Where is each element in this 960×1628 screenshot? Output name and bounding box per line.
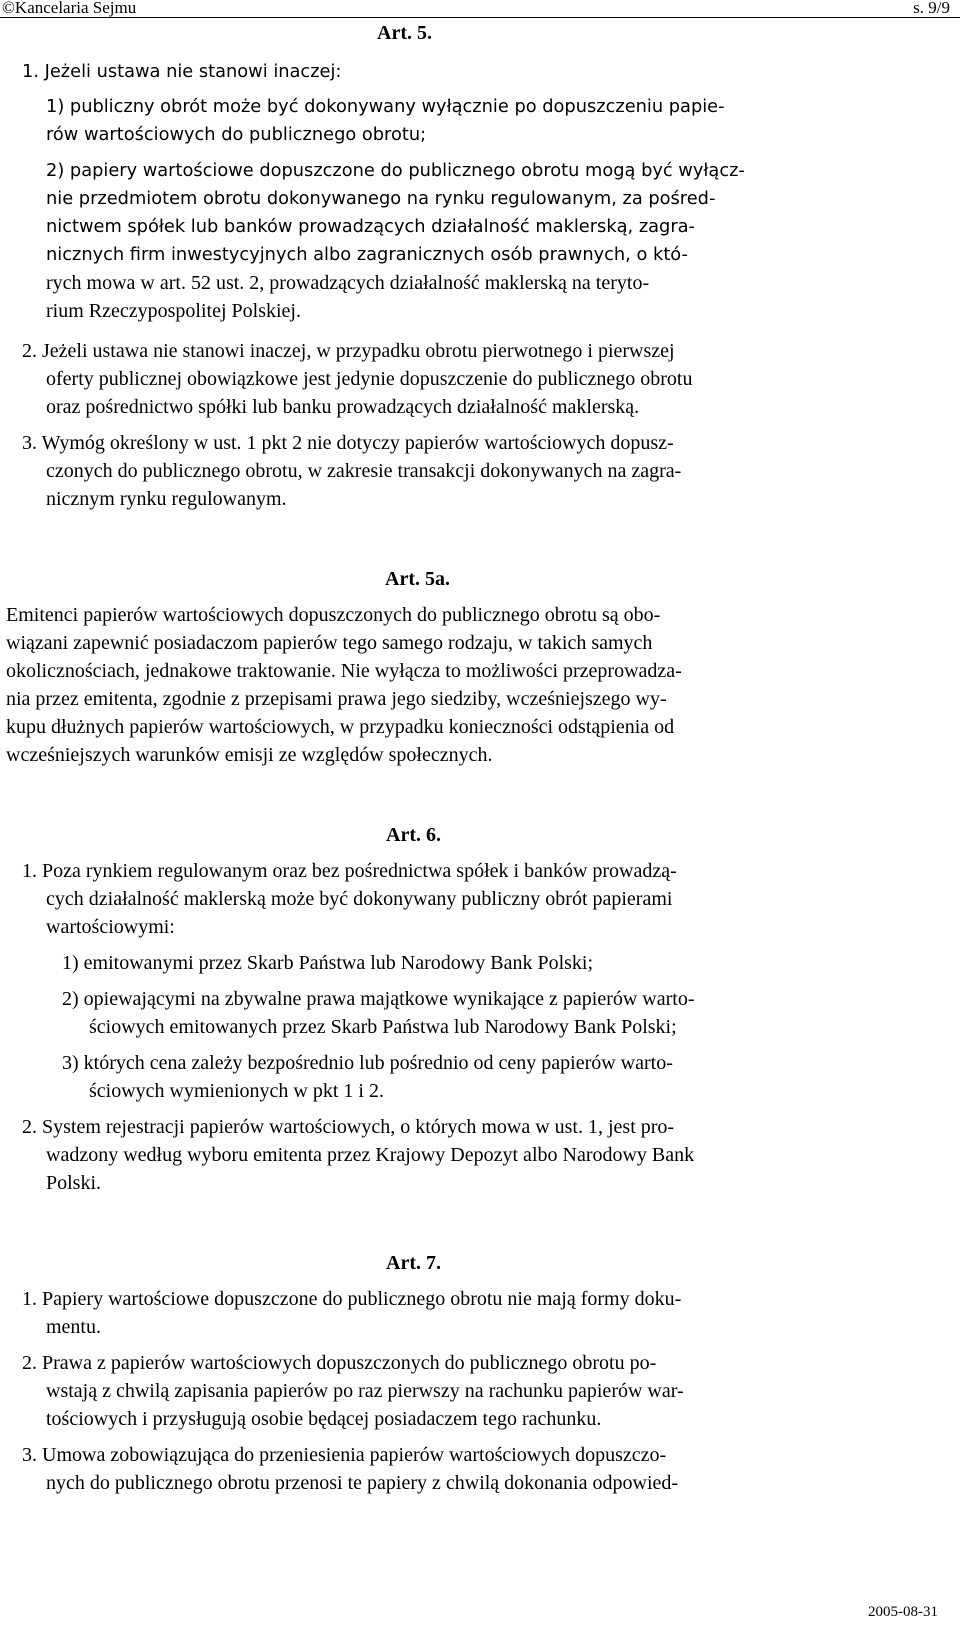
paragraph-line: nicznym rynku regulowanym. (46, 488, 287, 510)
paragraph-line: 1) publiczny obrót może być dokonywany wyłącznie po dopuszczeniu papie- (46, 96, 725, 117)
paragraph-line: ściowych wymienionych w pkt 1 i 2. (89, 1080, 384, 1102)
paragraph-line: wiązani zapewnić posiadaczom papierów tego samego rodzaju, w takich samych (6, 632, 653, 654)
paragraph-line: 3. Wymóg określony w ust. 1 pkt 2 nie dotyczy papierów wartościowych dopusz- (22, 432, 674, 454)
paragraph-line: rych mowa w art. 52 ust. 2, prowadzących działalność maklerską na teryto- (46, 272, 650, 294)
paragraph-line: Emitenci papierów wartościowych dopuszczonych do publicznego obrotu są obo- (6, 604, 661, 626)
page-header (0, 0, 960, 18)
header-page-number: s. 9/9 (913, 0, 950, 17)
paragraph-line: rów wartościowych do publicznego obrotu; (46, 124, 427, 145)
paragraph-line: oferty publicznej obowiązkowe jest jedynie dopuszczenie do publicznego obrotu (46, 368, 693, 390)
paragraph-line: rium Rzeczypospolitej Polskiej. (46, 300, 301, 322)
paragraph-line: nych do publicznego obrotu przenosi te papiery z chwilą dokonania odpowied- (46, 1472, 679, 1494)
paragraph-line: wstają z chwilą zapisania papierów po raz pierwszy na rachunku papierów war- (46, 1380, 684, 1402)
paragraph-line: Polski. (46, 1172, 102, 1194)
paragraph-line: kupu dłużnych papierów wartościowych, w przypadku konieczności odstąpienia od (6, 716, 675, 738)
paragraph-line: 1) emitowanymi przez Skarb Państwa lub Narodowy Bank Polski; (62, 952, 594, 974)
paragraph-line: czonych do publicznego obrotu, w zakresie transakcji dokonywanych na zagra- (46, 460, 682, 482)
paragraph-line: nicznych firm inwestycyjnych albo zagranicznych osób prawnych, o któ- (46, 244, 688, 265)
paragraph-line: tościowych i przysługują osobie będącej posiadaczem tego rachunku. (46, 1408, 602, 1430)
article-heading: Art. 5. (377, 22, 432, 44)
paragraph-line: oraz pośrednictwo spółki lub banku prowadzących działalność maklerską. (46, 396, 640, 418)
paragraph-line: 1. Poza rynkiem regulowanym oraz bez pośrednictwa spółek i banków prowadzą- (22, 860, 677, 882)
paragraph-line: mentu. (46, 1316, 101, 1338)
article-heading: Art. 7. (386, 1252, 441, 1274)
paragraph-line: 2. System rejestracji papierów wartościowych, o których mowa w ust. 1, jest pro- (22, 1116, 675, 1138)
paragraph-line: 2) opiewającymi na zbywalne prawa majątkowe wynikające z papierów warto- (62, 988, 695, 1010)
paragraph-line: nictwem spółek lub banków prowadzących działalność maklerską, zagra- (46, 216, 695, 237)
paragraph-line: wartościowymi: (46, 916, 175, 938)
paragraph-line: 2. Prawa z papierów wartościowych dopuszczonych do publicznego obrotu po- (22, 1352, 657, 1374)
footer-date: 2005-08-31 (868, 1604, 938, 1620)
header-source: ©Kancelaria Sejmu (2, 0, 137, 17)
paragraph-line: 3) których cena zależy bezpośrednio lub pośrednio od ceny papierów warto- (62, 1052, 673, 1074)
paragraph-line: cych działalność maklerską może być dokonywany publiczny obrót papierami (46, 888, 673, 910)
paragraph-line: 2) papiery wartościowe dopuszczone do publicznego obrotu mogą być wyłącz- (46, 160, 745, 181)
paragraph-line: 3. Umowa zobowiązująca do przeniesienia papierów wartościowych dopuszczo- (22, 1444, 667, 1466)
paragraph-line: 1. Papiery wartościowe dopuszczone do publicznego obrotu nie mają formy doku- (22, 1288, 682, 1310)
article-heading: Art. 5a. (385, 568, 450, 590)
paragraph-line: 1. Jeżeli ustawa nie stanowi inaczej: (22, 61, 342, 82)
article-heading: Art. 6. (386, 824, 441, 846)
paragraph-line: wadzony według wyboru emitenta przez Krajowy Depozyt albo Narodowy Bank (46, 1144, 695, 1166)
paragraph-line: 2. Jeżeli ustawa nie stanowi inaczej, w przypadku obrotu pierwotnego i pierwszej (22, 340, 675, 362)
paragraph-line: wcześniejszych warunków emisji ze względów społecznych. (6, 744, 493, 766)
paragraph-line: okolicznościach, jednakowe traktowanie. Nie wyłącza to możliwości przeprowadza- (6, 660, 682, 682)
paragraph-line: nia przez emitenta, zgodnie z przepisami prawa jego siedziby, wcześniejszego wy- (6, 688, 667, 710)
paragraph-line: ściowych emitowanych przez Skarb Państwa lub Narodowy Bank Polski; (89, 1016, 677, 1038)
paragraph-line: nie przedmiotem obrotu dokonywanego na rynku regulowanym, za pośred- (46, 188, 716, 209)
